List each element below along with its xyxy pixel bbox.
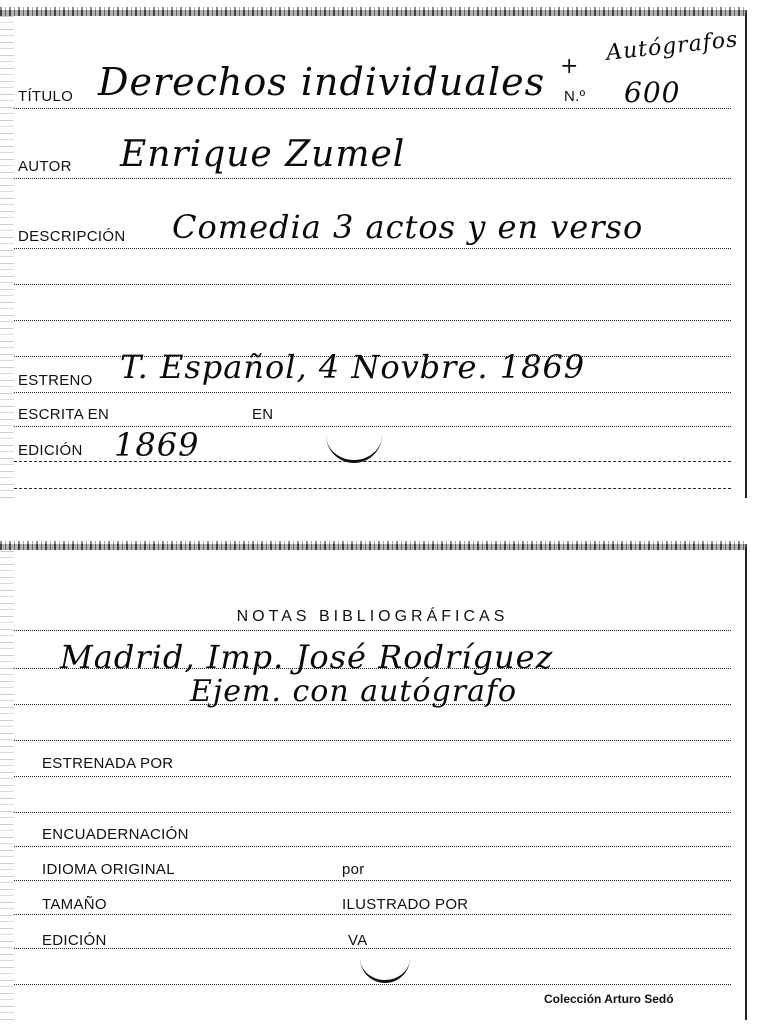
handwritten-numero: 600 bbox=[624, 76, 681, 109]
label-edicion: EDICIÓN bbox=[18, 442, 83, 459]
card-edge-texture bbox=[0, 541, 745, 550]
handwritten-descripcion: Comedia 3 actos y en verso bbox=[172, 208, 644, 246]
label-ilustrado-por: ILUSTRADO POR bbox=[342, 896, 469, 913]
handwritten-estreno: T. Español, 4 Novbre. 1869 bbox=[120, 348, 586, 386]
rule-line bbox=[14, 178, 731, 179]
label-numero: N.º bbox=[564, 88, 586, 105]
card-edge-texture bbox=[0, 7, 745, 16]
rule-line bbox=[14, 846, 731, 847]
label-escrita-en: ESCRITA EN bbox=[18, 406, 110, 423]
label-estrenada-por: ESTRENADA POR bbox=[42, 755, 174, 772]
catalog-card-front bbox=[0, 10, 747, 498]
rule-line bbox=[14, 984, 731, 985]
rule-line bbox=[14, 284, 731, 285]
label-autor: AUTOR bbox=[18, 158, 72, 175]
rule-line bbox=[14, 776, 731, 777]
notas-heading: NOTAS BIBLIOGRÁFICAS bbox=[236, 608, 509, 625]
label-estreno: ESTRENO bbox=[18, 372, 93, 389]
label-edicion-back: EDICIÓN bbox=[42, 932, 107, 949]
rule-line bbox=[14, 914, 731, 915]
label-titulo: TÍTULO bbox=[18, 88, 74, 105]
rule-line bbox=[14, 630, 731, 631]
card-edge-texture bbox=[0, 16, 14, 498]
handwritten-autor: Enrique Zumel bbox=[120, 134, 406, 175]
handwritten-edicion: 1869 bbox=[114, 426, 200, 464]
label-va: VA bbox=[348, 932, 368, 949]
label-idioma-original: IDIOMA ORIGINAL bbox=[42, 861, 175, 878]
rule-line bbox=[14, 392, 731, 393]
handwritten-collection: Autógrafos bbox=[605, 27, 740, 66]
rule-line bbox=[14, 320, 731, 321]
catalog-card-back bbox=[0, 544, 747, 1020]
rule-line bbox=[14, 488, 731, 489]
label-descripcion: DESCRIPCIÓN bbox=[18, 228, 126, 245]
rule-line bbox=[14, 248, 731, 249]
handwritten-cross-mark: + bbox=[560, 54, 580, 79]
collection-footer: Colección Arturo Sedó bbox=[544, 992, 674, 1006]
handwritten-imprenta: Madrid, Imp. José Rodríguez bbox=[60, 638, 554, 676]
rule-line bbox=[14, 740, 731, 741]
label-tamano: TAMAÑO bbox=[42, 896, 107, 913]
label-en: EN bbox=[252, 406, 274, 423]
handwritten-titulo: Derechos individuales bbox=[98, 60, 546, 104]
label-por: por bbox=[342, 861, 365, 878]
rule-line bbox=[14, 812, 731, 813]
handwritten-ejemplar: Ejem. con autógrafo bbox=[190, 674, 518, 709]
stamp-mark bbox=[326, 420, 382, 463]
label-encuadernacion: ENCUADERNACIÓN bbox=[42, 826, 189, 843]
stamp-mark bbox=[360, 942, 410, 983]
rule-line bbox=[14, 880, 731, 881]
